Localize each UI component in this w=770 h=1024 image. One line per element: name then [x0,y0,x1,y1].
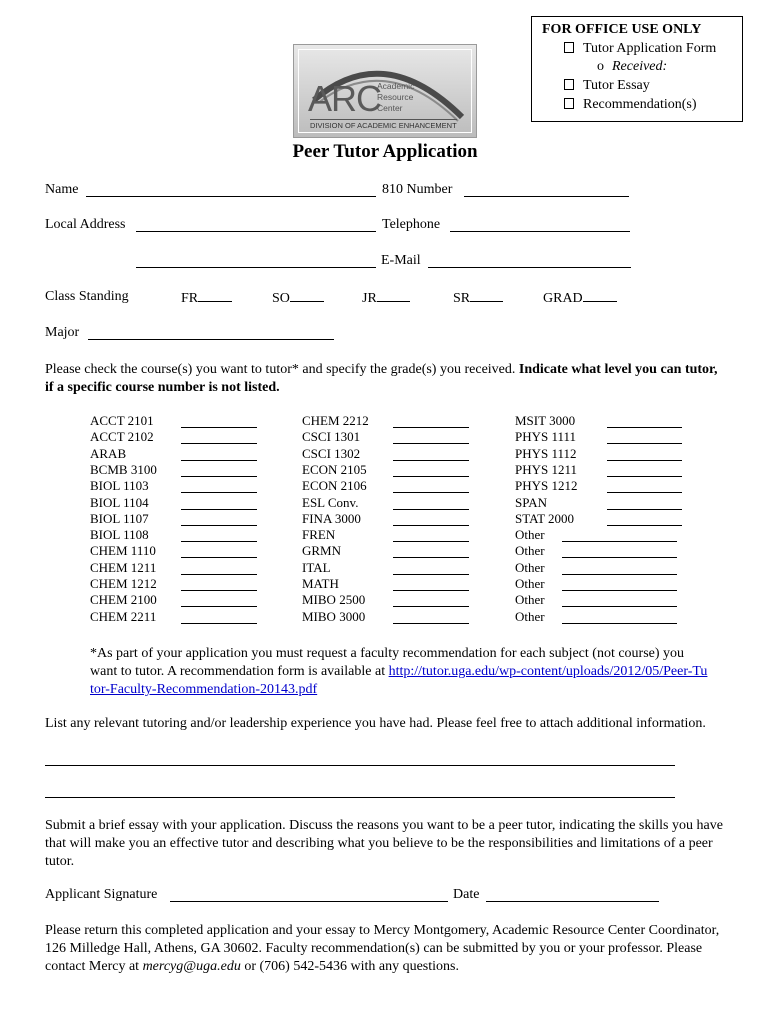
date-label: Date [453,887,480,902]
course-grade-field[interactable] [393,590,469,591]
course-label: MIBO 3000 [302,608,366,624]
address-line2-field[interactable] [136,267,376,268]
experience-line-2[interactable] [45,797,675,798]
course-label: BIOL 1108 [90,527,149,543]
course-label: PHYS 1212 [515,478,578,494]
standing-so[interactable]: SO [272,289,324,307]
checkbox-icon[interactable] [564,98,574,109]
course-label: Other [515,592,545,608]
course-grade-field[interactable] [393,460,469,461]
course-grade-field[interactable] [607,509,682,510]
course-grade-field[interactable] [393,525,469,526]
recommendation-note: *As part of your application you must request a faculty recommendation for each subject (not course) you want to tutor. A recommendation form is available at http://tutor.uga.edu/wp-content/uploads/2012/05/Peer-Tutor-Faculty-Recommendation-20143.pdf [90,646,708,697]
arc-logo [293,44,477,138]
course-grade-field[interactable] [562,590,677,591]
course-grade-field[interactable] [393,557,469,558]
signature-field[interactable] [170,901,448,902]
contact-email[interactable]: mercyg@uga.edu [142,959,241,974]
course-grade-field[interactable] [181,623,257,624]
number-field[interactable] [464,196,629,197]
course-grade-field[interactable] [393,427,469,428]
course-instructions: Please check the course(s) you want to tutor* and specify the grade(s) you received. Indicate what level you can tutor, if a specific course number is not listed. [45,362,718,395]
major-field[interactable] [88,339,334,340]
course-grade-field[interactable] [181,606,257,607]
course-label: Other [515,559,545,575]
course-grade-field[interactable] [181,460,257,461]
course-label: CHEM 1212 [90,576,157,591]
essay-instructions: Submit a brief essay with your application. Discuss the reasons you want to be a peer tutor, indicating the skills you have that will make you an effective tutor and describing what you believe to be the responsibilities and limitations of a peer tutor. [45,818,723,869]
course-grade-field[interactable] [181,427,257,428]
course-label: ITAL [302,559,331,575]
course-grade-field[interactable] [181,557,257,558]
course-grade-field[interactable] [607,525,682,526]
course-label: STAT 2000 [515,510,575,526]
experience-prompt: List any relevant tutoring and/or leadership experience you have had. Please feel free to attach additional information. [45,716,706,731]
office-use-title: FOR OFFICE USE ONLY [542,22,702,37]
course-label: PHYS 1112 [515,445,577,461]
email-field[interactable] [428,267,631,268]
local-address-field[interactable] [136,231,376,232]
checkbox-icon[interactable] [564,42,574,53]
course-grade-field[interactable] [181,574,257,575]
course-label: CSCI 1302 [302,445,361,461]
course-label: ESL Conv. [302,494,359,510]
course-label: ACCT 2102 [90,429,154,445]
signature-label: Applicant Signature [45,887,158,902]
email-label: E-Mail [381,253,421,268]
course-label: MATH [302,576,339,591]
telephone-field[interactable] [450,231,630,232]
standing-sr[interactable]: SR [453,289,503,307]
logo-center: Center [377,103,403,113]
course-label: Other [515,543,545,559]
course-label: BIOL 1104 [90,494,149,510]
course-grade-field[interactable] [393,443,469,444]
course-grade-field[interactable] [393,476,469,477]
course-label: ECON 2105 [302,461,367,477]
course-grade-field[interactable] [393,541,469,542]
name-field[interactable] [86,196,376,197]
major-label: Major [45,325,80,340]
telephone-label: Telephone [382,217,441,232]
recommendation-form-link[interactable]: http://tutor.uga.edu/wp-content/uploads/2012/05/Peer-Tutor-Faculty-Recommendation-20143.pdf [90,664,708,697]
course-grade-field[interactable] [607,476,682,477]
course-grade-field[interactable] [181,443,257,444]
course-grade-field[interactable] [393,509,469,510]
sub-bullet-icon: o [597,59,604,74]
standing-grad[interactable]: GRAD [543,289,617,307]
course-grade-field[interactable] [607,460,682,461]
course-grade-field[interactable] [607,427,682,428]
course-grade-field[interactable] [562,574,677,575]
course-label: FREN [302,527,336,543]
course-label: CHEM 2100 [90,592,157,608]
course-label: CHEM 1211 [90,559,157,575]
course-grade-field[interactable] [181,476,257,477]
class-standing-label: Class Standing [45,289,129,304]
course-label: CHEM 2212 [302,413,369,428]
course-label: MIBO 2500 [302,592,366,608]
course-grade-field[interactable] [562,606,677,607]
course-label: ECON 2106 [302,478,367,494]
logo-division: DIVISION OF ACADEMIC ENHANCEMENT [310,121,457,130]
course-label: SPAN [515,494,548,510]
course-label: Other [515,527,545,543]
closing-instructions: Please return this completed application and your essay to Mercy Montgomery, Academic Resource Center Coordinator, 126 Milledge Hall, Athens, GA 30602. Faculty recommendation(s) can be submitted by you or your professor. Please contact Mercy at mercyg@uga.edu or (706) 542-5436 with any questions. [45,923,720,974]
logo-academic: Academic [377,81,415,91]
course-label: CSCI 1301 [302,429,361,445]
office-item-application[interactable]: Tutor Application Form [564,41,716,57]
course-label: PHYS 1111 [515,429,577,445]
office-item-recommendation[interactable]: Recommendation(s) [564,97,697,113]
checkbox-icon[interactable] [564,79,574,90]
course-grade-field[interactable] [562,541,677,542]
course-grade-field[interactable] [393,606,469,607]
course-grade-field[interactable] [562,623,677,624]
course-grade-field[interactable] [181,525,257,526]
experience-line-1[interactable] [45,765,675,766]
course-label: ACCT 2101 [90,413,154,428]
office-item-essay[interactable]: Tutor Essay [564,78,650,94]
logo-letters: ARC [308,78,382,119]
standing-jr[interactable]: JR [362,289,410,307]
name-label: Name [45,182,79,197]
standing-fr[interactable]: FR [181,289,232,307]
course-label: CHEM 1110 [90,543,156,559]
office-item-received: o Received: [597,59,668,74]
course-label: Other [515,576,545,591]
logo-resource: Resource [377,92,414,102]
date-field[interactable] [486,901,659,902]
page-title: Peer Tutor Application [292,141,478,162]
course-grade-field[interactable] [181,590,257,591]
course-label: MSIT 3000 [515,413,576,428]
course-label: ARAB [90,445,127,461]
local-address-label: Local Address [45,217,126,232]
course-label: BIOL 1107 [90,510,149,526]
course-label: FINA 3000 [302,510,361,526]
course-label: BCMB 3100 [90,461,157,477]
course-label: CHEM 2211 [90,608,157,624]
course-grade-field[interactable] [393,574,469,575]
course-grade-field[interactable] [607,492,682,493]
course-grade-field[interactable] [607,443,682,444]
course-grade-field[interactable] [181,541,257,542]
course-label: PHYS 1211 [515,461,578,477]
office-use-box [531,16,743,122]
course-label: BIOL 1103 [90,478,149,494]
course-label: Other [515,608,545,624]
course-grade-field[interactable] [181,509,257,510]
course-label: GRMN [302,543,342,559]
course-grade-field[interactable] [393,492,469,493]
course-grade-field[interactable] [181,492,257,493]
course-grade-field[interactable] [562,557,677,558]
course-grade-field[interactable] [393,623,469,624]
number-label: 810 Number [382,182,453,197]
